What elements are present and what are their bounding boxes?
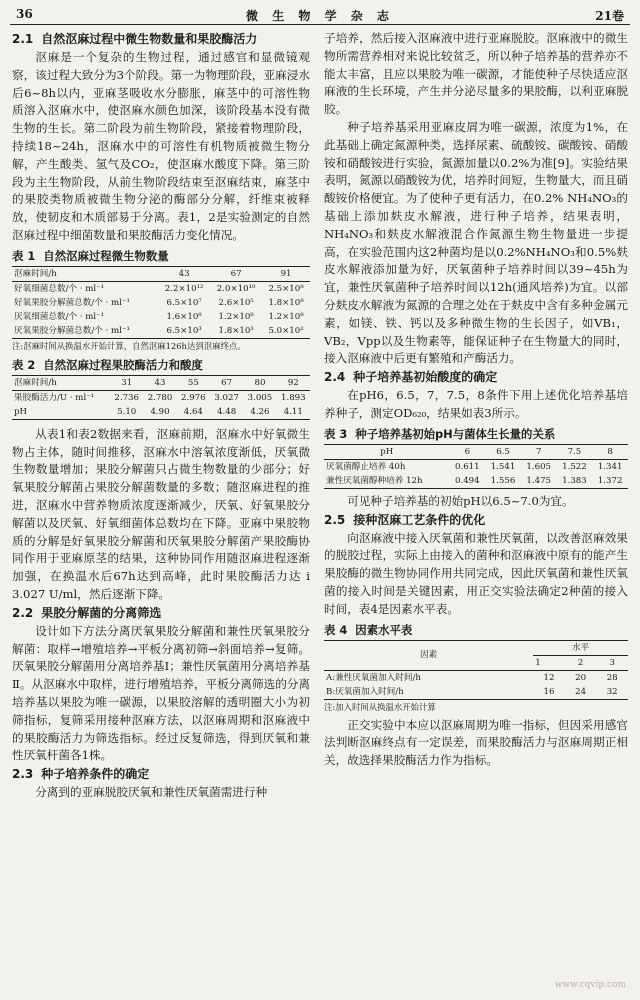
paragraph-isolation-method: 设计如下方法分离厌氧果胶分解菌和兼性厌氧果胶分解菌：取样→增殖培养→平板分离初筛→斜面培养→复筛。厌氧果胶分解菌用分离培养基Ⅰ；兼性厌氧菌用分离培养基Ⅱ。从沤麻水中取样，进行增殖培养，平板分离筛选的分离培养基以果胶为唯一碳源，以果胶溶解的透明圈大小为初筛指标，复筛采用接种沤麻方法，以沤麻周期和沤麻液中的果胶酶活力为筛选指标。经过反复筛选，得到厌氧和兼性厌氧杆菌各1株。 [12,623,310,763]
table-3 [324,444,628,489]
table-cell: 兼性厌氧菌醇种培养 12h [326,475,423,486]
journal-title: 微 生 物 学 杂 志 [246,9,394,23]
table-row [12,405,310,420]
table-cell: 55 [187,377,199,388]
right-column [324,30,628,996]
table-cell: 1.8×10³ [218,325,254,336]
table-1 [12,266,310,339]
table-number: 表 4 [324,622,348,637]
table-cell: 1.341 [597,461,623,472]
table-number: 表 1 [12,248,36,263]
table-cell: pH [380,446,394,457]
table-cell: 6.5 [496,446,510,457]
table-cell: 1.893 [281,392,306,403]
section-heading-2-2 [12,604,310,623]
table-cell: 4.11 [283,406,303,417]
table-row [324,670,628,685]
section-title: 自然沤麻过程中微生物数量和果胶酶活力 [41,32,258,46]
table-cell: 2.976 [181,392,206,403]
table-cell: 7.5 [567,446,582,457]
table-cell: 28 [606,672,618,683]
table-cell: 16 [543,686,555,697]
table-cell: 1.8×10⁸ [268,297,304,308]
section-heading-2-1 [12,30,310,49]
table-cell: 5.10 [117,406,137,417]
table-cell: 8 [607,446,613,457]
section-number: 2.5 [324,512,346,527]
table-1-note: 注:沤麻时间从换温水开始计算，自然沤麻126h达到沤麻终点。 [12,340,246,351]
table-row [12,281,310,296]
paragraph-retting-stages: 沤麻是一个复杂的生物过程，通过感官和显微镜观察，该过程大致分为3个阶段。第一为物理阶段，亚麻浸水后6~8h以内，亚麻茎吸收水分膨胀，麻茎中的可溶性物质溶入沤麻水中，使沤麻水颜色加深，该阶段基本没有微生物的生长。第二阶段为前生物阶段，紧接着物理阶段，持续18~24h，沤麻水中的可溶性有机物质被微生物分解，产生酸类、氢气及CO₂，使沤麻水酸度下降。第三阶段为主生物阶段，从前生物阶段结束至沤麻结束，麻茎中的果胶类物质被微生物分泌的酶部分分解，纤维束被释放，使韧皮和木质部易于分离。表1，2是实验测定的自然沤麻过程中细菌数量和果胶酶活力变化情况。 [12,50,310,242]
table-cell: 20 [575,672,587,683]
table-cell: 43 [178,268,190,279]
table-cell: 沤麻时间/h [14,268,57,279]
paragraph-ph-experiment: 在pH6，6.5，7，7.5，8条件下用上述优化培养基培养种子，测定OD₆₂₀，结果如表3所示。 [324,388,628,420]
table-cell: 6.5×10³ [166,325,202,336]
running-header [10,4,630,25]
table-cell: 1.556 [490,475,516,486]
table-cell: 4.90 [150,406,170,417]
section-number: 2.1 [12,32,34,46]
table-cell: 厌氧果胶分解菌总数/个 · ml⁻¹ [14,325,130,336]
table-2 [12,375,310,420]
table-2-caption [12,356,310,374]
table-row [12,310,310,324]
page-number: 36 [16,7,33,21]
paragraph-seed-culture-continued: 子培养，然后接入沤麻液中进行亚麻脱胶。沤麻液中的微生物所需营养相对来说比较贫乏，所以种子培养基的营养亦不能太丰富，且应以果胶为唯一碳源，才能使种子尽快适应沤麻液的生长环境，产生并分泌尽量多的果胶酶，以利亚麻脱胶。 [324,31,628,117]
table-row [324,459,628,474]
section-number: 2.2 [12,605,34,620]
section-title: 接种沤麻工艺条件的优化 [353,512,486,527]
table-cell: 1.6×10⁸ [166,311,202,322]
table-cell: 7 [535,446,542,457]
table-title: 自然沤麻过程微生物数量 [43,248,169,263]
table-cell: A:兼性厌氧菌加入时间/h [326,672,421,683]
table-cell: 67 [230,268,242,279]
table-title: 因素水平表 [355,622,413,637]
paragraph-orthogonal-test: 正交实验中本应以沤麻周期为唯一指标，但因采用感官法判断沤麻终点有一定误差，而果胶酶活力与沤麻周期正相关，故选择果胶酶活力作为指标。 [324,717,628,768]
left-column [12,30,310,996]
table-cell: 果胶酶活力/U · ml⁻¹ [14,392,95,403]
table-cell: 1.2×10⁸ [218,311,254,322]
volume-label: 21卷 [595,9,624,23]
table-cell: 1.605 [526,461,552,472]
section-title: 果胶分解菌的分离筛选 [41,605,162,620]
paragraph-ph-conclusion: 可见种子培养基的初始pH以6.5~7.0为宜。 [347,493,574,508]
table-cell: 92 [287,377,299,388]
table-cell: 2.780 [147,392,173,403]
table-cell: 水平 [533,640,628,655]
table-3-caption [324,425,628,443]
table-cell: 6 [464,446,471,457]
table-cell: 0.494 [455,475,480,486]
table-title: 种子培养基初始pH与菌体生长量的关系 [355,426,556,441]
table-cell: pH [14,406,27,417]
table-header-row [324,640,628,655]
table-number: 表 3 [324,426,348,441]
table-number: 表 2 [12,357,36,372]
section-title: 种子培养条件的确定 [41,767,150,782]
paragraph-table-analysis: 从表1和表2数据来看，沤麻前期，沤麻水中好氧微生物占主体，随时间推移，沤麻水中溶氧浓度渐低，厌氧微生物数量增加；果胶分解菌只占微生物数量的少部分；好氧果胶分解菌占果胶分解菌数量的多数；随沤麻进程的推进，沤麻水中营养物质浓度逐渐减少，厌氧、好氧果胶分解菌以及厌氧、好氧细菌体总数均在下降。亚麻中果胶物质的分解是好氧果胶分解菌和厌氧果胶分解菌产果胶酶协同作用于亚麻原茎的结果，这种协同作用随沤麻进程逐渐加强，在换温水后67h达到高峰，此时果胶酶活力达 i 3.027 U/ml，然后逐渐下降。 [12,426,310,601]
table-cell: 3 [609,657,615,668]
paragraph-seed-culture-start: 分离到的亚麻脱胶厌氧和兼性厌氧菌需进行种 [35,785,268,800]
table-cell: 因素 [419,650,438,661]
section-heading-2-3 [12,765,310,784]
table-cell: 12 [543,672,555,683]
table-row [12,324,310,339]
table-cell: 2.6×10⁵ [218,297,254,308]
table-4-caption [324,621,628,639]
table-cell: 厌氧细菌总数/个 · ml⁻¹ [14,311,105,322]
section-heading-2-4 [324,368,628,387]
table-cell: 1.2×10⁸ [268,311,304,322]
table-row [324,685,628,700]
table-cell: 1.372 [597,475,623,486]
table-4 [324,640,628,700]
table-cell: 2 [577,657,584,668]
table-cell: 6.5×10⁷ [166,297,202,308]
table-cell: 80 [254,377,266,388]
table-header-row [324,444,628,459]
table-cell: B:厌氧菌加入时间/h [326,686,404,697]
table-cell: 43 [154,377,166,388]
table-cell: 好氧果胶分解菌总数/个 · ml⁻¹ [14,297,130,308]
table-cell: 1.522 [562,461,587,472]
table-cell: 3.005 [247,392,273,403]
section-title: 种子培养基初始酸度的确定 [353,370,498,385]
table-cell: 91 [280,268,292,279]
paragraph-nitrogen-source: 种子培养基采用亚麻皮屑为唯一碳源，浓度为1%，在此基础上确定氮源种类，选择尿素、硫酸铵、碳酸铵、硝酸铵和硝酸铵进行实验，氮源加量以0.2%为准[9]。实验结果表明，氮源以硝酸铵为优，培养时间短，生物量大，而且硝酸铵价格便宜。为了使种子更有活力，在0.2% NH₄NO₃的基础上添加麸皮水解液，进行种子培养，结果表明，NH₄NO₃和麸皮水解液混合作氮源生物生物量进一步提高，在实验范围内这2种菌均是以0.2%NH₄NO₃和0.5%麸皮水解液添加量为好，厌氧菌种子培养时间以39~45h为宜，兼性厌氧菌种子培养时间以12h(通风培养)为宜。以部分麸皮水解液为氮源的合理之处在于麸皮中含有多种金属元素，如镁、铁、钙以及多种微生物的生长因子，如VB₁，VB₂，Vpp以及生物素等，能保证种子在生物量大的同时，接入沤麻液中后更有繁殖和产酶活力。 [324,119,628,366]
table-cell: 厌氧菌醇止培养 40h [326,461,406,472]
table-cell: 24 [575,686,587,697]
table-cell: 1.383 [562,475,587,486]
table-cell: 32 [606,686,618,697]
table-row [12,390,310,405]
site-watermark: www.cqvip.com [554,980,626,990]
paragraph-inoculation: 向沤麻液中接入厌氧菌和兼性厌氧菌，以改善沤麻效果的脱胶过程，实际上由接入的菌种和沤麻液中原有的能产生果胶酶的微生物协同作用共同完成，因此厌氧菌和兼性厌氧菌的接入时间是关键因素，用正交实验法确定2种菌的接入时间，表4是因素水平表。 [324,530,628,616]
table-cell: 1 [535,657,541,668]
table-cell: 67 [221,377,233,388]
table-cell: 2.736 [114,392,139,403]
table-cell: 2.0×10¹⁰ [216,283,256,294]
table-cell: 4.26 [250,406,270,417]
table-cell: 2.2×10¹² [164,283,204,294]
section-heading-2-5 [324,511,628,530]
table-1-caption [12,247,310,265]
table-cell: 4.64 [183,406,203,417]
table-cell: 1.541 [490,461,516,472]
table-row [12,296,310,310]
table-cell: 4.48 [217,406,237,417]
table-cell: 1.475 [526,475,552,486]
table-cell: 0.611 [455,461,480,472]
table-4-note: 注:加入时间从换温水开始计算 [324,701,436,712]
table-header-row [12,375,310,390]
section-number: 2.4 [324,370,346,385]
table-cell: 2.5×10⁸ [268,283,304,294]
table-cell: 沤麻时间/h [14,377,57,388]
table-title: 自然沤麻过程果胶酶活力和酸度 [43,357,203,372]
table-cell: 5.0×10² [268,325,304,336]
table-cell: 好氧细菌总数/个 · ml⁻¹ [14,283,105,294]
section-number: 2.3 [12,767,34,782]
table-cell: 31 [121,377,133,388]
table-row [324,474,628,489]
table-header-row [12,266,310,281]
table-cell: 3.027 [214,392,239,403]
